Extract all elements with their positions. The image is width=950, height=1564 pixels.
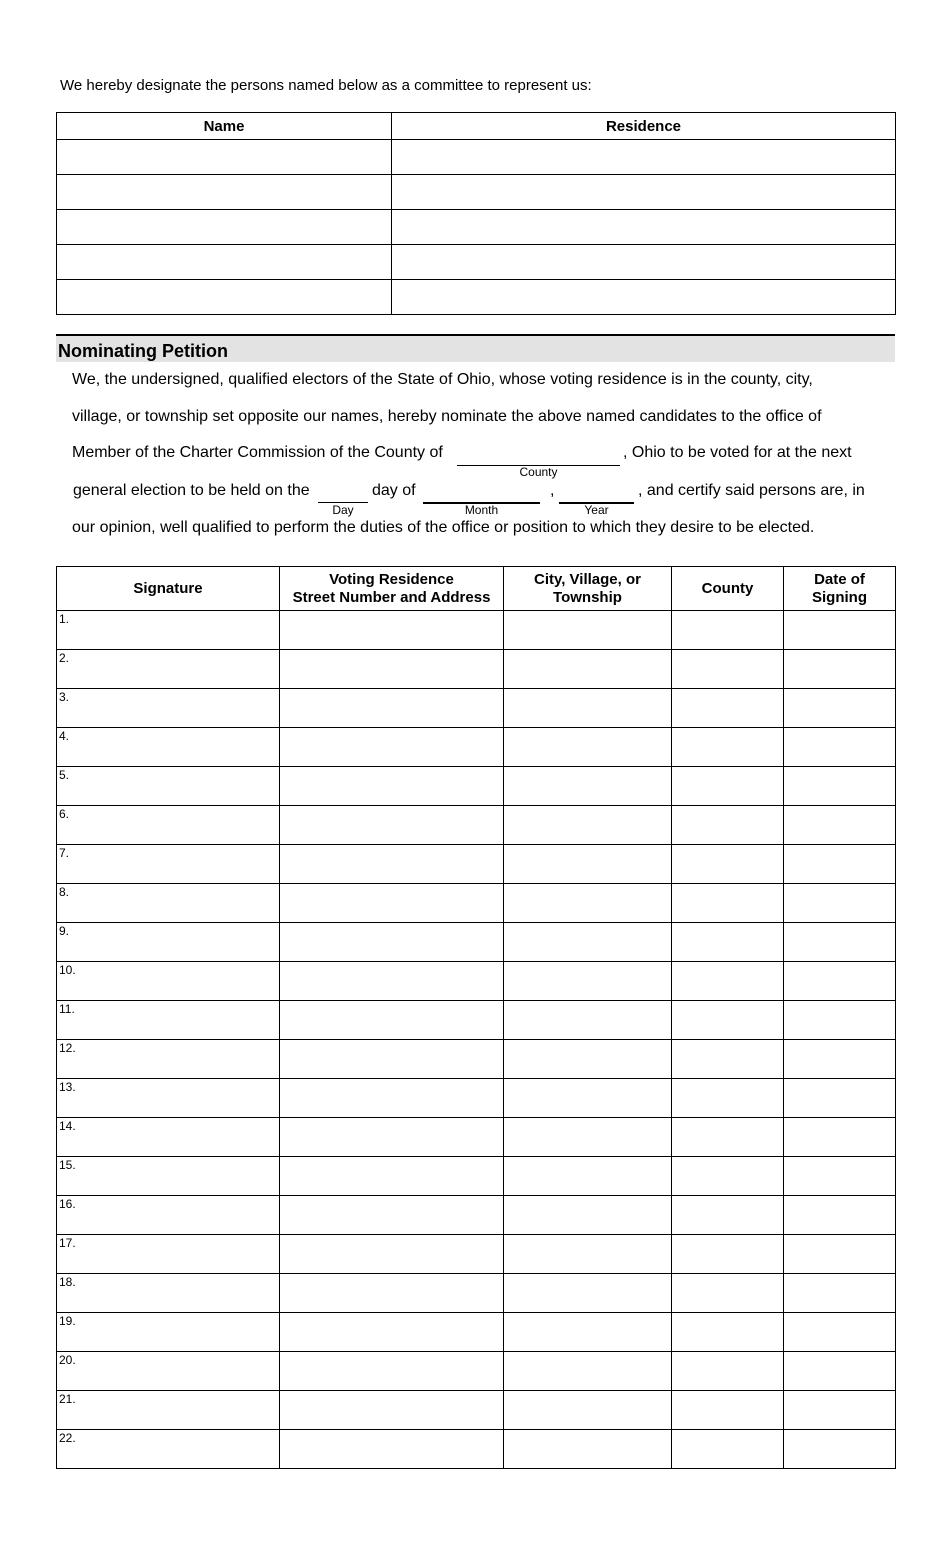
city-cell[interactable]: [504, 962, 672, 1001]
city-cell[interactable]: [504, 806, 672, 845]
city-cell[interactable]: [504, 1235, 672, 1274]
date-cell[interactable]: [784, 1430, 896, 1469]
paragraph-line-1: We, the undersigned, qualified electors of the State of Ohio, whose voting residence is in the county, city,: [72, 371, 813, 388]
signature-cell[interactable]: [57, 650, 280, 689]
section-title: Nominating Petition: [58, 341, 228, 361]
row-number: 3.: [59, 690, 70, 704]
residence-cell[interactable]: [280, 1391, 504, 1430]
date-cell[interactable]: [784, 728, 896, 767]
signature-row: [57, 806, 896, 845]
row-number: 5.: [59, 768, 70, 782]
city-cell[interactable]: [504, 1157, 672, 1196]
county-blank[interactable]: [457, 449, 620, 466]
date-cell[interactable]: [784, 689, 896, 728]
signature-cell[interactable]: [57, 611, 280, 650]
row-number: 14.: [59, 1119, 76, 1133]
month-blank[interactable]: [423, 486, 540, 504]
committee-residence-cell[interactable]: [392, 210, 896, 245]
row-number: 9.: [59, 924, 70, 938]
date-cell[interactable]: [784, 1040, 896, 1079]
committee-row: [57, 280, 896, 315]
residence-cell[interactable]: [280, 611, 504, 650]
paragraph-line-4b: day of: [372, 482, 416, 499]
year-caption: Year: [584, 503, 609, 517]
residence-cell[interactable]: [280, 845, 504, 884]
date-cell[interactable]: [784, 1235, 896, 1274]
date-cell[interactable]: [784, 1391, 896, 1430]
date-cell[interactable]: [784, 1079, 896, 1118]
county-cell[interactable]: [672, 1235, 784, 1274]
signature-cell[interactable]: [57, 1079, 280, 1118]
city-cell[interactable]: [504, 1001, 672, 1040]
signature-cell[interactable]: [57, 1352, 280, 1391]
signature-table: [56, 566, 896, 1469]
signature-cell[interactable]: [57, 1313, 280, 1352]
county-header: County: [672, 567, 784, 611]
city-cell[interactable]: [504, 845, 672, 884]
date-cell[interactable]: [784, 650, 896, 689]
row-number: 21.: [59, 1392, 76, 1406]
signature-row: [57, 1157, 896, 1196]
committee-name-cell[interactable]: [57, 245, 392, 280]
day-blank[interactable]: [318, 486, 368, 503]
signature-header: Signature: [57, 567, 280, 611]
paragraph-line-2: village, or township set opposite our names, hereby nominate the above named candidates to the office of: [72, 408, 822, 425]
row-number: 1.: [59, 612, 70, 626]
paragraph-line-4a: general election to be held on the: [73, 482, 310, 499]
year-blank[interactable]: [559, 486, 634, 504]
date-cell[interactable]: [784, 845, 896, 884]
signature-row: [57, 611, 896, 650]
residence-cell[interactable]: [280, 1430, 504, 1469]
residence-cell[interactable]: [280, 1157, 504, 1196]
signature-row: [57, 1118, 896, 1157]
committee-name-header: Name: [57, 113, 392, 140]
residence-cell[interactable]: [280, 728, 504, 767]
county-cell[interactable]: [672, 1196, 784, 1235]
committee-row: [57, 140, 896, 175]
residence-cell[interactable]: [280, 1079, 504, 1118]
city-cell[interactable]: [504, 728, 672, 767]
city-cell[interactable]: [504, 1352, 672, 1391]
committee-name-cell[interactable]: [57, 210, 392, 245]
county-cell[interactable]: [672, 1274, 784, 1313]
signature-cell[interactable]: [57, 1040, 280, 1079]
date-cell[interactable]: [784, 806, 896, 845]
date-cell[interactable]: [784, 767, 896, 806]
month-caption: Month: [464, 503, 499, 517]
signature-row: [57, 1313, 896, 1352]
county-cell[interactable]: [672, 845, 784, 884]
row-number: 17.: [59, 1236, 76, 1250]
signature-row: [57, 1430, 896, 1469]
signature-row: [57, 1001, 896, 1040]
date-cell[interactable]: [784, 923, 896, 962]
signature-row: [57, 884, 896, 923]
residence-cell[interactable]: [280, 1118, 504, 1157]
signature-cell[interactable]: [57, 884, 280, 923]
row-number: 4.: [59, 729, 70, 743]
date-cell[interactable]: [784, 1313, 896, 1352]
paragraph-comma: ,: [550, 482, 555, 499]
signature-cell[interactable]: [57, 689, 280, 728]
signature-cell[interactable]: [57, 923, 280, 962]
signature-cell[interactable]: [57, 1118, 280, 1157]
section-header: [56, 334, 895, 362]
residence-cell[interactable]: [280, 1040, 504, 1079]
city-cell[interactable]: [504, 1040, 672, 1079]
city-cell[interactable]: [504, 1274, 672, 1313]
date-cell[interactable]: [784, 1001, 896, 1040]
city-cell[interactable]: [504, 1430, 672, 1469]
signature-row: [57, 845, 896, 884]
row-number: 18.: [59, 1275, 76, 1289]
voting-residence-header: Voting Residence Street Number and Address: [280, 567, 504, 611]
residence-cell[interactable]: [280, 884, 504, 923]
signature-row: [57, 1274, 896, 1313]
county-cell[interactable]: [672, 962, 784, 1001]
city-cell[interactable]: [504, 1313, 672, 1352]
county-cell[interactable]: [672, 1352, 784, 1391]
signature-cell[interactable]: [57, 806, 280, 845]
county-cell[interactable]: [672, 1040, 784, 1079]
committee-name-cell[interactable]: [57, 140, 392, 175]
residence-cell[interactable]: [280, 1196, 504, 1235]
date-cell[interactable]: [784, 884, 896, 923]
signature-row: [57, 923, 896, 962]
signature-cell[interactable]: [57, 1196, 280, 1235]
paragraph-line-4c: , and certify said persons are, in: [638, 482, 865, 499]
committee-residence-cell[interactable]: [392, 245, 896, 280]
signature-cell[interactable]: [57, 1001, 280, 1040]
city-cell[interactable]: [504, 650, 672, 689]
residence-cell[interactable]: [280, 1274, 504, 1313]
residence-cell[interactable]: [280, 962, 504, 1001]
city-cell[interactable]: [504, 923, 672, 962]
committee-residence-cell[interactable]: [392, 140, 896, 175]
row-number: 12.: [59, 1041, 76, 1055]
committee-row: [57, 210, 896, 245]
row-number: 22.: [59, 1431, 76, 1445]
county-cell[interactable]: [672, 806, 784, 845]
signature-row: [57, 1040, 896, 1079]
date-cell[interactable]: [784, 611, 896, 650]
committee-row: [57, 245, 896, 280]
county-cell[interactable]: [672, 611, 784, 650]
signature-cell[interactable]: [57, 845, 280, 884]
city-cell[interactable]: [504, 767, 672, 806]
residence-cell[interactable]: [280, 1235, 504, 1274]
row-number: 7.: [59, 846, 70, 860]
city-cell[interactable]: [504, 884, 672, 923]
committee-table: [56, 112, 896, 315]
city-cell[interactable]: [504, 1079, 672, 1118]
committee-name-cell[interactable]: [57, 280, 392, 315]
committee-intro: We hereby designate the persons named below as a committee to represent us:: [60, 77, 592, 94]
committee-residence-cell[interactable]: [392, 175, 896, 210]
signature-row: [57, 650, 896, 689]
committee-residence-header: Residence: [392, 113, 896, 140]
paragraph-line-3b: , Ohio to be voted for at the next: [623, 444, 852, 461]
county-cell[interactable]: [672, 1118, 784, 1157]
date-cell[interactable]: [784, 1274, 896, 1313]
day-caption: Day: [332, 503, 354, 517]
signature-row: [57, 767, 896, 806]
committee-name-cell[interactable]: [57, 175, 392, 210]
signature-cell[interactable]: [57, 767, 280, 806]
row-number: 16.: [59, 1197, 76, 1211]
residence-cell[interactable]: [280, 767, 504, 806]
county-cell[interactable]: [672, 1157, 784, 1196]
paragraph-line-3a: Member of the Charter Commission of the County of: [72, 444, 443, 461]
signature-row: [57, 962, 896, 1001]
signature-cell[interactable]: [57, 1391, 280, 1430]
signature-cell[interactable]: [57, 1235, 280, 1274]
signature-row: [57, 1079, 896, 1118]
city-cell[interactable]: [504, 1118, 672, 1157]
county-cell[interactable]: [672, 1079, 784, 1118]
paragraph-line-5: our opinion, well qualified to perform the duties of the office or position to which they desire to be elected.: [72, 519, 815, 536]
signature-row: [57, 1235, 896, 1274]
county-cell[interactable]: [672, 1430, 784, 1469]
county-caption: County: [519, 465, 558, 479]
date-cell[interactable]: [784, 1118, 896, 1157]
row-number: 11.: [59, 1002, 75, 1016]
residence-cell[interactable]: [280, 1313, 504, 1352]
county-cell[interactable]: [672, 1001, 784, 1040]
county-cell[interactable]: [672, 728, 784, 767]
city-cell[interactable]: [504, 611, 672, 650]
signature-cell[interactable]: [57, 962, 280, 1001]
signature-row: [57, 728, 896, 767]
signature-row: [57, 1352, 896, 1391]
city-cell[interactable]: [504, 1391, 672, 1430]
county-cell[interactable]: [672, 1391, 784, 1430]
city-cell[interactable]: [504, 689, 672, 728]
signature-cell[interactable]: [57, 728, 280, 767]
row-number: 8.: [59, 885, 70, 899]
signature-cell[interactable]: [57, 1157, 280, 1196]
residence-cell[interactable]: [280, 806, 504, 845]
signature-cell[interactable]: [57, 1430, 280, 1469]
row-number: 13.: [59, 1080, 76, 1094]
county-cell[interactable]: [672, 884, 784, 923]
row-number: 15.: [59, 1158, 76, 1172]
committee-row: [57, 175, 896, 210]
county-cell[interactable]: [672, 767, 784, 806]
signature-row: [57, 1391, 896, 1430]
county-cell[interactable]: [672, 650, 784, 689]
row-number: 20.: [59, 1353, 76, 1367]
residence-cell[interactable]: [280, 689, 504, 728]
date-header: Date of Signing: [784, 567, 896, 611]
county-cell[interactable]: [672, 689, 784, 728]
signature-row: [57, 689, 896, 728]
city-header: City, Village, or Township: [504, 567, 672, 611]
residence-cell[interactable]: [280, 650, 504, 689]
row-number: 2.: [59, 651, 70, 665]
city-cell[interactable]: [504, 1196, 672, 1235]
signature-cell[interactable]: [57, 1274, 280, 1313]
date-cell[interactable]: [784, 962, 896, 1001]
row-number: 10.: [59, 963, 76, 977]
residence-cell[interactable]: [280, 1001, 504, 1040]
committee-residence-cell[interactable]: [392, 280, 896, 315]
county-cell[interactable]: [672, 1313, 784, 1352]
residence-cell[interactable]: [280, 1352, 504, 1391]
row-number: 19.: [59, 1314, 76, 1328]
date-cell[interactable]: [784, 1352, 896, 1391]
row-number: 6.: [59, 807, 70, 821]
date-cell[interactable]: [784, 1196, 896, 1235]
county-cell[interactable]: [672, 923, 784, 962]
signature-row: [57, 1196, 896, 1235]
date-cell[interactable]: [784, 1157, 896, 1196]
residence-cell[interactable]: [280, 923, 504, 962]
